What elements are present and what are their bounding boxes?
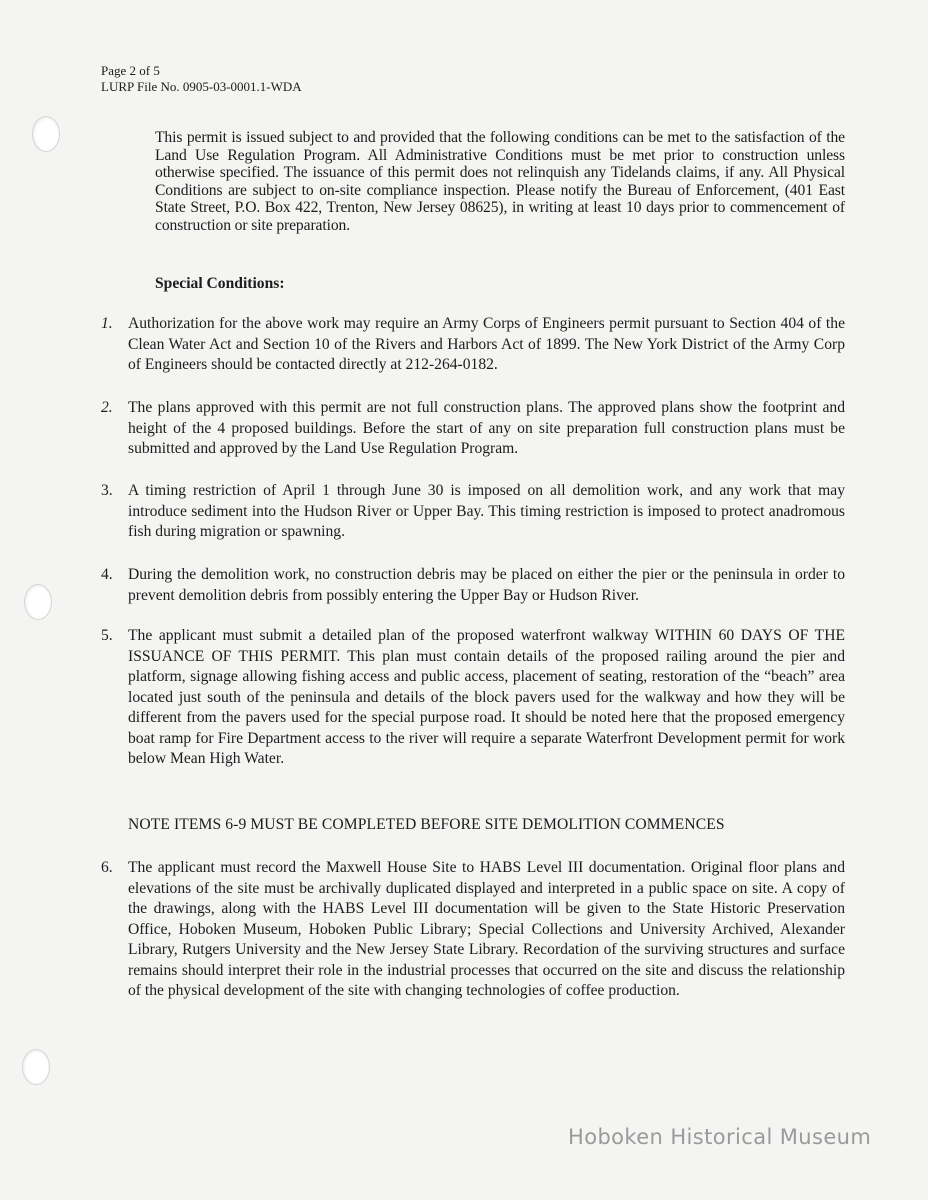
page-number: Page 2 of 5 — [101, 63, 160, 78]
condition-text: Authorization for the above work may require an Army Corps of Engineers permit pursuant to Section 404 of the Clean Water Act and Section 10 of the Rivers and Harbors Act of 1899. The New York District of the Army Corp of Engineers should be contacted directly at 212-264-0182. — [128, 315, 845, 373]
condition-item — [101, 398, 845, 460]
punch-hole-bottom — [22, 1049, 50, 1085]
condition-text: The applicant must submit a detailed plan of the proposed waterfront walkway WITHIN 60 DAYS OF THE ISSUANCE OF THIS PERMIT. This plan must contain details of the proposed railing around the pier and platform, signage allowing fishing access and public access, placement of seating, restoration of the “beach” area located just south of the peninsula and details of the block pavers used for the walkway and how they will be different from the pavers used for the special purpose road. It should be noted here that the proposed emergency boat ramp for Fire Department access to the river will require a separate Waterfront Development permit for work below Mean High Water. — [128, 627, 845, 767]
museum-watermark: Hoboken Historical Museum — [568, 1125, 872, 1149]
condition-number: 5. — [101, 627, 113, 644]
condition-text: A timing restriction of April 1 through June 30 is imposed on all demolition work, and any work that may introduce sediment into the Hudson River or Upper Bay. This timing restriction is imposed to protect anadromous fish during migration or spawning. — [128, 482, 845, 540]
file-number: LURP File No. 0905-03-0001.1-WDA — [101, 79, 302, 94]
condition-number: 3. — [101, 482, 113, 499]
page-header — [101, 63, 302, 95]
condition-number: 2. — [101, 399, 113, 416]
special-conditions-heading: Special Conditions: — [155, 275, 285, 292]
condition-number: 4. — [101, 566, 113, 583]
condition-item — [101, 626, 845, 770]
punch-hole-middle — [24, 584, 52, 620]
condition-text: During the demolition work, no construction debris may be placed on either the pier or the peninsula in order to prevent demolition debris from possibly entering the Upper Bay or Hudson River. — [128, 566, 845, 604]
note-line: NOTE ITEMS 6-9 MUST BE COMPLETED BEFORE SITE DEMOLITION COMMENCES — [128, 816, 725, 833]
condition-number: 6. — [101, 859, 113, 876]
condition-item — [101, 481, 845, 543]
condition-text: The applicant must record the Maxwell House Site to HABS Level III documentation. Original floor plans and elevations of the site must be archivally duplicated displayed and interpreted in a public space on site. A copy of the drawings, along with the HABS Level III documentation will be given to the State Historic Preservation Office, Hoboken Museum, Hoboken Public Library; Special Collections and University Archived, Alexander Library, Rutgers University and the New Jersey State Library. Recordation of the surviving structures and surface remains should interpret their role in the industrial processes that occurred on the site and discuss the relationship of the physical development of the site with changing technologies of coffee production. — [128, 859, 845, 999]
condition-item — [101, 565, 845, 606]
punch-hole-top — [32, 116, 60, 152]
condition-text: The plans approved with this permit are not full construction plans. The approved plans show the footprint and height of the 4 proposed buildings. Before the start of any on site preparation full construction plans must be submitted and approved by the Land Use Regulation Program. — [128, 399, 845, 457]
condition-item — [101, 314, 845, 376]
condition-item — [101, 858, 845, 1002]
condition-number: 1. — [101, 315, 113, 332]
intro-paragraph: This permit is issued subject to and provided that the following conditions can be met to the satisfaction of the Land Use Regulation Program. All Administrative Conditions must be met prior to construction unless otherwise specified. The issuance of this permit does not relinquish any Tidelands claims, if any. All Physical Conditions are subject to on-site compliance inspection. Please notify the Bureau of Enforcement, (401 East State Street, P.O. Box 422, Trenton, New Jersey 08625), in writing at least 10 days prior to commencement of construction or site preparation. — [155, 129, 845, 234]
